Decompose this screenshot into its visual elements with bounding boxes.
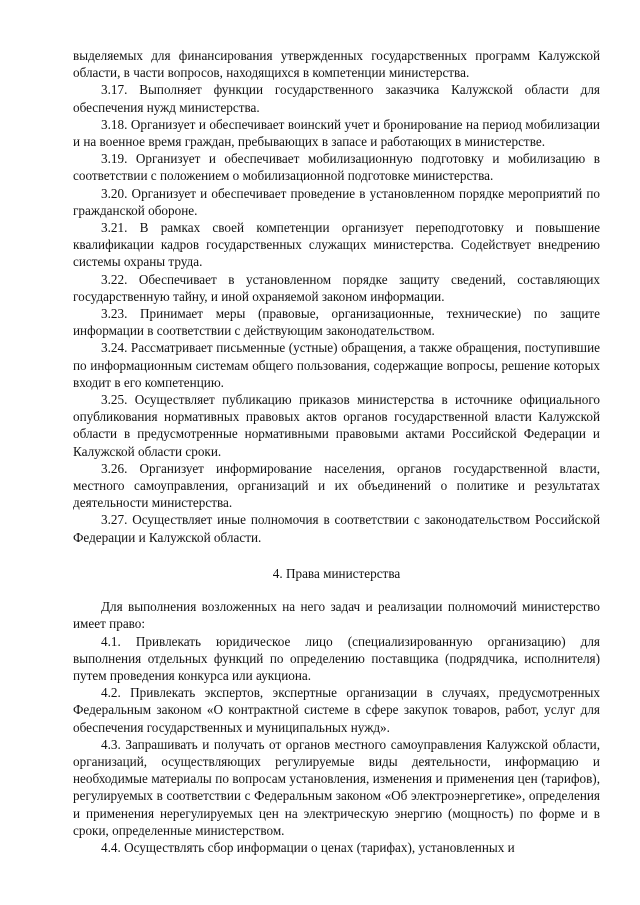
paragraph-3-24: 3.24. Рассматривает письменные (устные) обращения, а также обращения, поступившие по информационным системам общего пользования, содержащие вопросы, решение которых входит в его компетенцию. (73, 340, 600, 390)
paragraph-3-18: 3.18. Организует и обеспечивает воинский учет и бронирование на период мобилизации и на военное время граждан, пребывающих в запасе и работающих в министерстве. (73, 116, 600, 150)
paragraph-4-4: 4.4. Осуществлять сбор информации о ценах (тарифах), установленных и (101, 839, 515, 855)
paragraph-3-27: 3.27. Осуществляет иные полномочия в соответствии с законодательством Российской Федерации и Калужской области. (73, 512, 600, 545)
paragraph-intro: Для выполнения возложенных на него задач и реализации полномочий министерство имеет право: (73, 599, 600, 632)
paragraph-4-2: 4.2. Привлекать экспертов, экспертные организации в случаях, предусмотренных Федеральным законом «О контрактной системе в сфере закупок товаров, работ, услуг для обеспечения государственных и муниципальных нужд». (73, 685, 600, 735)
paragraph-continuation: выделяемых для финансирования утвержденных государственных программ Калужской области, в части вопросов, находящихся в компетенции министерства. (73, 48, 600, 81)
paragraph-3-26: 3.26. Организует информирование населения, органов государственной власти, местного самоуправления, организаций и их объединений о политике и результатах деятельности министерства. (73, 460, 600, 511)
paragraph-3-19: 3.19. Организует и обеспечивает мобилизационную подготовку и мобилизацию в соответствии с положением о мобилизационной подготовке министерства. (73, 151, 600, 184)
paragraph-3-21: 3.21. В рамках своей компетенции организует переподготовку и повышение квалификации кадров государственных служащих министерства. Содействует внедрению системы охраны труда. (73, 220, 600, 270)
paragraph-3-25: 3.25. Осуществляет публикацию приказов министерства в источнике официального опубликования нормативных правовых актов органов государственной власти Калужской области в предусмотренные нормативными правовыми актами Российской Федерации и Калужской области сроки. (73, 392, 600, 459)
paragraph-3-22: 3.22. Обеспечивает в установленном порядке защиту сведений, составляющих государственную тайну, и иной охраняемой законом информации. (73, 271, 600, 304)
paragraph-3-20: 3.20. Организует и обеспечивает проведение в установленном порядке мероприятий по гражданской обороне. (73, 185, 600, 218)
paragraph-3-23: 3.23. Принимает меры (правовые, организационные, технические) по защите информации в соответствии с действующим законодательством. (73, 306, 600, 339)
paragraph-3-17: 3.17. Выполняет функции государственного заказчика Калужской области для обеспечения нужд министерства. (73, 82, 600, 115)
document-body (73, 47, 600, 856)
section-heading: 4. Права министерства (272, 565, 401, 581)
paragraph-4-1: 4.1. Привлекать юридическое лицо (специализированную организацию) для выполнения отдельных функций по определению поставщика (подрядчика, исполнителя) путем проведения конкурса или аукциона. (73, 633, 600, 683)
paragraph-4-3: 4.3. Запрашивать и получать от органов местного самоуправления Калужской области, организаций, осуществляющих регулируемые виды деятельности, информацию и необходимые материалы по вопросам установления, изменения и применения цен (тарифов), регулируемых в соответствии с Федеральным законом «Об электроэнергетике», определения и применения нерегулируемых цен на электрическую энергию (мощность) по форме и в сроки, определенные министерством. (73, 736, 600, 838)
